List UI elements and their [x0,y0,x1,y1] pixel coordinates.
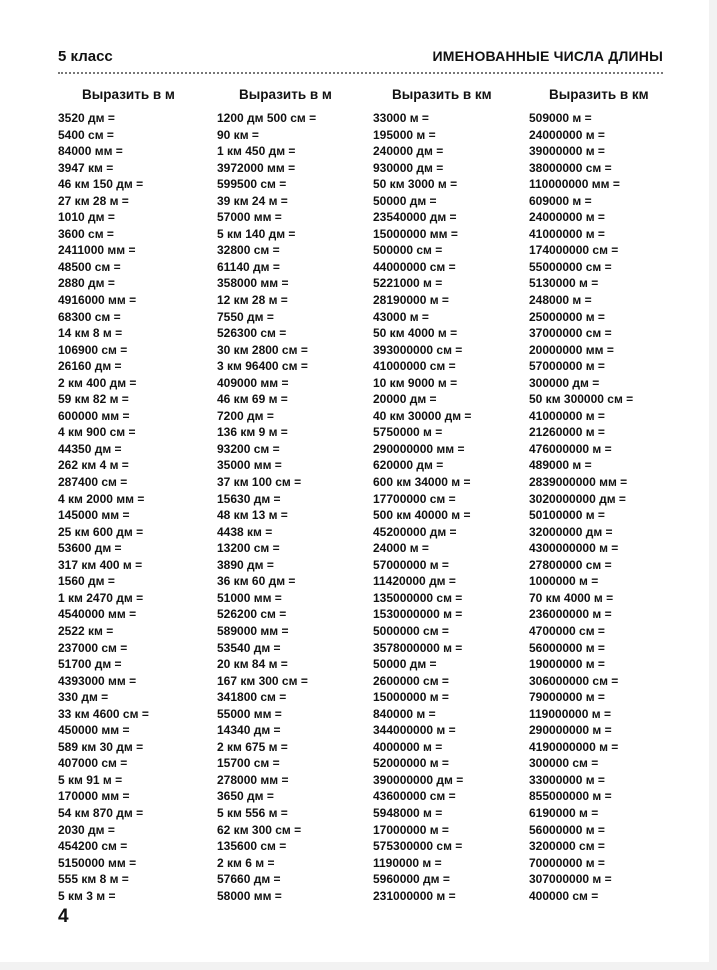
exercise-item: 46 км 69 м = [217,392,288,407]
exercise-item: 33000000 м = [529,772,605,787]
exercise-item: 2839000000 мм = [529,475,628,490]
exercise-item: 51700 дм = [58,657,122,672]
exercise-item: 30 км 2800 см = [217,342,308,357]
exercise-item: 135000000 см = [373,590,463,605]
exercise-item: 400000 см = [529,888,599,903]
exercise-item: 599500 см = [217,177,287,192]
exercise-item: 3578000000 м = [373,640,463,655]
exercise-item: 4393000 мм = [58,673,137,688]
exercise-item: 2880 дм = [58,276,115,291]
exercise-item: 119000000 м = [529,706,611,721]
exercise-item: 600000 мм = [58,408,130,423]
exercise-item: 35000 мм = [217,458,282,473]
exercise-item: 555 км 8 м = [58,872,129,887]
exercise-item: 56000000 м = [529,822,605,837]
exercise-item: 15630 дм = [217,491,281,506]
exercise-item: 11420000 дм = [373,574,456,589]
exercise-item: 27800000 см = [529,557,612,572]
exercise-item: 59 км 82 м = [58,392,129,407]
exercise-item: 33 км 4600 см = [58,706,149,721]
exercise-item: 15700 см = [217,756,280,771]
exercise-item: 526300 см = [217,326,287,341]
exercise-item: 56000000 м = [529,640,605,655]
exercise-item: 15000000 мм = [373,226,458,241]
exercise-item: 620000 дм = [373,458,444,473]
exercise-item: 57000000 м = [373,557,449,572]
exercise-item: 262 км 4 м = [58,458,129,473]
exercise-item: 409000 мм = [217,375,289,390]
exercise-item: 50 км 4000 м = [373,326,458,341]
exercise-item: 393000000 см = [373,342,463,357]
exercise-item: 489000 м = [529,458,592,473]
exercise-item: 61140 дм = [217,259,280,274]
exercise-item: 24000000 м = [529,210,605,225]
exercise-item: 4438 км = [217,524,273,539]
exercise-item: 50 км 300000 см = [529,392,634,407]
exercise-item: 41000000 м = [529,226,605,241]
exercise-item: 5150000 мм = [58,855,137,870]
exercise-item: 20000000 мм = [529,342,614,357]
exercise-item: 3650 дм = [217,789,274,804]
exercise-item: 39000000 м = [529,144,605,159]
exercise-column-1 [58,87,218,904]
exercise-item: 70 км 4000 м = [529,590,614,605]
exercise-item: 15000000 м = [373,690,449,705]
exercise-item: 68300 см = [58,309,121,324]
exercise-item: 45200000 дм = [373,524,457,539]
exercise-item: 48 км 13 м = [217,508,288,523]
exercise-item: 195000 м = [373,127,436,142]
exercise-item: 41000000 см = [373,359,456,374]
exercise-item: 855000000 м = [529,789,612,804]
exercise-item: 3 км 96400 см = [217,359,308,374]
exercise-item: 840000 м = [373,706,436,721]
exercise-item: 50 км 3000 м = [373,177,458,192]
exercise-item: 4 км 900 см = [58,425,136,440]
exercise-item: 240000 дм = [373,144,444,159]
exercise-item: 1200 дм 500 см = [217,111,317,125]
exercise-item: 290000000 мм = [373,441,465,456]
exercise-item: 55000 мм = [217,706,282,721]
exercise-item: 5 км 91 м = [58,772,123,787]
exercise-item: 52000000 м = [373,756,449,771]
exercise-item: 290000000 м = [529,723,612,738]
exercise-item: 575300000 см = [373,839,463,854]
exercise-item: 25000000 м = [529,309,605,324]
exercise-item: 450000 мм = [58,723,130,738]
exercise-item: 344000000 м = [373,723,456,738]
exercise-item: 6190000 м = [529,805,599,820]
exercise-item: 3890 дм = [217,557,274,572]
exercise-item: 136 км 9 м = [217,425,288,440]
page-number: 4 [58,906,69,927]
exercise-item: 5 км 3 м = [58,888,116,903]
exercise-item: 17000000 м = [373,822,449,837]
exercise-item: 106900 см = [58,342,128,357]
exercise-item: 1000000 м = [529,574,599,589]
exercise-item: 41000000 м = [529,408,605,423]
exercise-item: 20000 дм = [373,392,437,407]
exercise-item: 2600000 см = [373,673,449,688]
exercise-item: 526200 см = [217,607,287,622]
topic-title: ИМЕНОВАННЫЕ ЧИСЛА ДЛИНЫ [432,48,663,64]
exercise-item: 1 км 2470 дм = [58,590,144,605]
exercise-item: 10 км 9000 м = [373,375,458,390]
exercise-item: 26160 дм = [58,359,122,374]
exercise-item: 5000000 см = [373,623,449,638]
exercise-item: 930000 дм = [373,160,444,175]
exercise-item: 19000000 м = [529,657,605,672]
column-heading: Выразить в км [392,87,492,102]
exercise-item: 341800 см = [217,690,287,705]
exercise-item: 1560 дм = [58,574,115,589]
exercise-item: 93200 см = [217,441,280,456]
exercise-item: 4916000 мм = [58,293,137,308]
exercise-item: 317 км 400 м = [58,557,143,572]
exercise-item: 407000 см = [58,756,128,771]
exercise-item: 500000 см = [373,243,443,258]
exercise-item: 3020000000 дм = [529,491,626,506]
exercise-item: 53600 дм = [58,541,122,556]
exercise-item: 5948000 м = [373,805,443,820]
exercise-item: 57660 дм = [217,872,281,887]
exercise-item: 589 км 30 дм = [58,739,144,754]
exercise-item: 55000000 см = [529,259,612,274]
exercise-item: 79000000 м = [529,690,605,705]
exercise-item: 135600 см = [217,839,287,854]
exercise-item: 21260000 м = [529,425,605,440]
exercise-item: 43000 м = [373,309,429,324]
exercise-item: 3200000 см = [529,839,605,854]
exercise-item: 51000 мм = [217,590,282,605]
exercise-item: 4540000 мм = [58,607,137,622]
exercise-item: 17700000 см = [373,491,456,506]
exercise-item: 20 км 84 м = [217,657,288,672]
exercise-item: 40 км 30000 дм = [373,408,472,423]
exercise-item: 5960000 дм = [373,872,450,887]
exercise-item: 4190000000 м = [529,739,619,754]
exercise-item: 236000000 м = [529,607,612,622]
exercise-item: 174000000 см = [529,243,619,258]
exercise-item: 248000 м = [529,293,592,308]
exercise-item: 5 км 556 м = [217,805,288,820]
exercise-item: 5130000 м = [529,276,599,291]
exercise-item: 50000 дм = [373,193,437,208]
exercise-item: 1 км 450 дм = [217,144,296,159]
exercise-column-2 [217,87,377,904]
exercise-item: 278000 мм = [217,772,289,787]
exercise-item: 36 км 60 дм = [217,574,296,589]
exercise-item: 390000000 дм = [373,772,464,787]
exercise-item: 53540 дм = [217,640,281,655]
exercise-item: 4300000000 м = [529,541,619,556]
exercise-item: 84000 мм = [58,144,123,159]
exercise-item: 44000000 см = [373,259,456,274]
exercise-item: 33000 м = [373,111,429,125]
exercise-item: 1530000000 м = [373,607,463,622]
exercise-item: 167 км 300 см = [217,673,308,688]
exercise-item: 57000000 м = [529,359,605,374]
exercise-item: 170000 мм = [58,789,130,804]
exercise-item: 24000 м = [373,541,429,556]
exercise-item: 4000000 м = [373,739,443,754]
exercise-item: 37 км 100 см = [217,475,302,490]
exercise-item: 110000000 мм = [529,177,620,192]
exercise-item: 4700000 см = [529,623,605,638]
exercise-item: 50000 дм = [373,657,437,672]
exercise-item: 58000 мм = [217,888,282,903]
exercise-item: 43600000 см = [373,789,456,804]
dotted-divider [58,72,663,74]
exercise-item: 44350 дм = [58,441,122,456]
exercise-item: 306000000 см = [529,673,619,688]
exercise-item: 28190000 м = [373,293,449,308]
column-heading: Выразить в м [239,87,332,102]
exercise-item: 3947 км = [58,160,114,175]
exercise-item: 2 км 6 м = [217,855,275,870]
exercise-item: 5750000 м = [373,425,443,440]
exercise-item: 38000000 см = [529,160,612,175]
exercise-item: 509000 м = [529,111,592,125]
exercise-item: 54 км 870 дм = [58,805,144,820]
exercise-item: 5400 см = [58,127,114,142]
exercise-item: 307000000 м = [529,872,612,887]
grade-label: 5 класс [58,48,113,65]
exercise-item: 4 км 2000 мм = [58,491,145,506]
column-heading: Выразить в м [82,87,175,102]
exercise-item: 5 км 140 дм = [217,226,296,241]
exercise-item: 90 км = [217,127,259,142]
exercise-item: 14 км 8 м = [58,326,123,341]
exercise-item: 300000 см = [529,756,599,771]
exercise-item: 13200 см = [217,541,280,556]
exercise-item: 12 км 28 м = [217,293,288,308]
exercise-item: 454200 см = [58,839,128,854]
exercise-item: 62 км 300 см = [217,822,302,837]
exercise-item: 231000000 м = [373,888,456,903]
exercise-item: 2 км 400 дм = [58,375,137,390]
exercise-item: 32000000 дм = [529,524,613,539]
exercise-item: 2411000 мм = [58,243,136,258]
exercise-item: 3600 см = [58,226,114,241]
exercise-item: 7200 дм = [217,408,274,423]
exercise-item: 237000 см = [58,640,128,655]
exercise-item: 27 км 28 м = [58,193,129,208]
exercise-item: 1010 дм = [58,210,115,225]
exercise-item: 46 км 150 дм = [58,177,144,192]
exercise-item: 609000 м = [529,193,592,208]
exercise-item: 500 км 40000 м = [373,508,471,523]
exercise-item: 70000000 м = [529,855,605,870]
exercise-item: 287400 см = [58,475,128,490]
exercise-column-4 [529,87,689,904]
exercise-item: 2030 дм = [58,822,115,837]
exercise-item: 3520 дм = [58,111,115,125]
exercise-item: 2522 км = [58,623,114,638]
exercise-item: 37000000 см = [529,326,612,341]
exercise-item: 39 км 24 м = [217,193,288,208]
exercise-item: 3972000 мм = [217,160,296,175]
exercise-item: 50100000 м = [529,508,605,523]
exercise-item: 589000 мм = [217,623,289,638]
exercise-item: 23540000 дм = [373,210,457,225]
exercise-item: 57000 мм = [217,210,282,225]
exercise-item: 24000000 м = [529,127,605,142]
exercise-item: 14340 дм = [217,723,281,738]
exercise-column-3 [373,87,533,904]
exercise-item: 48500 см = [58,259,121,274]
exercise-item: 7550 дм = [217,309,274,324]
exercise-item: 300000 дм = [529,375,600,390]
column-heading: Выразить в км [549,87,649,102]
exercise-item: 25 км 600 дм = [58,524,144,539]
exercise-item: 1190000 м = [373,855,442,870]
exercise-item: 600 км 34000 м = [373,475,471,490]
exercise-item: 476000000 м = [529,441,612,456]
exercise-item: 145000 мм = [58,508,130,523]
exercise-item: 32800 см = [217,243,280,258]
exercise-item: 2 км 675 м = [217,739,288,754]
exercise-item: 5221000 м = [373,276,443,291]
exercise-item: 358000 мм = [217,276,289,291]
exercise-item: 330 дм = [58,690,109,705]
